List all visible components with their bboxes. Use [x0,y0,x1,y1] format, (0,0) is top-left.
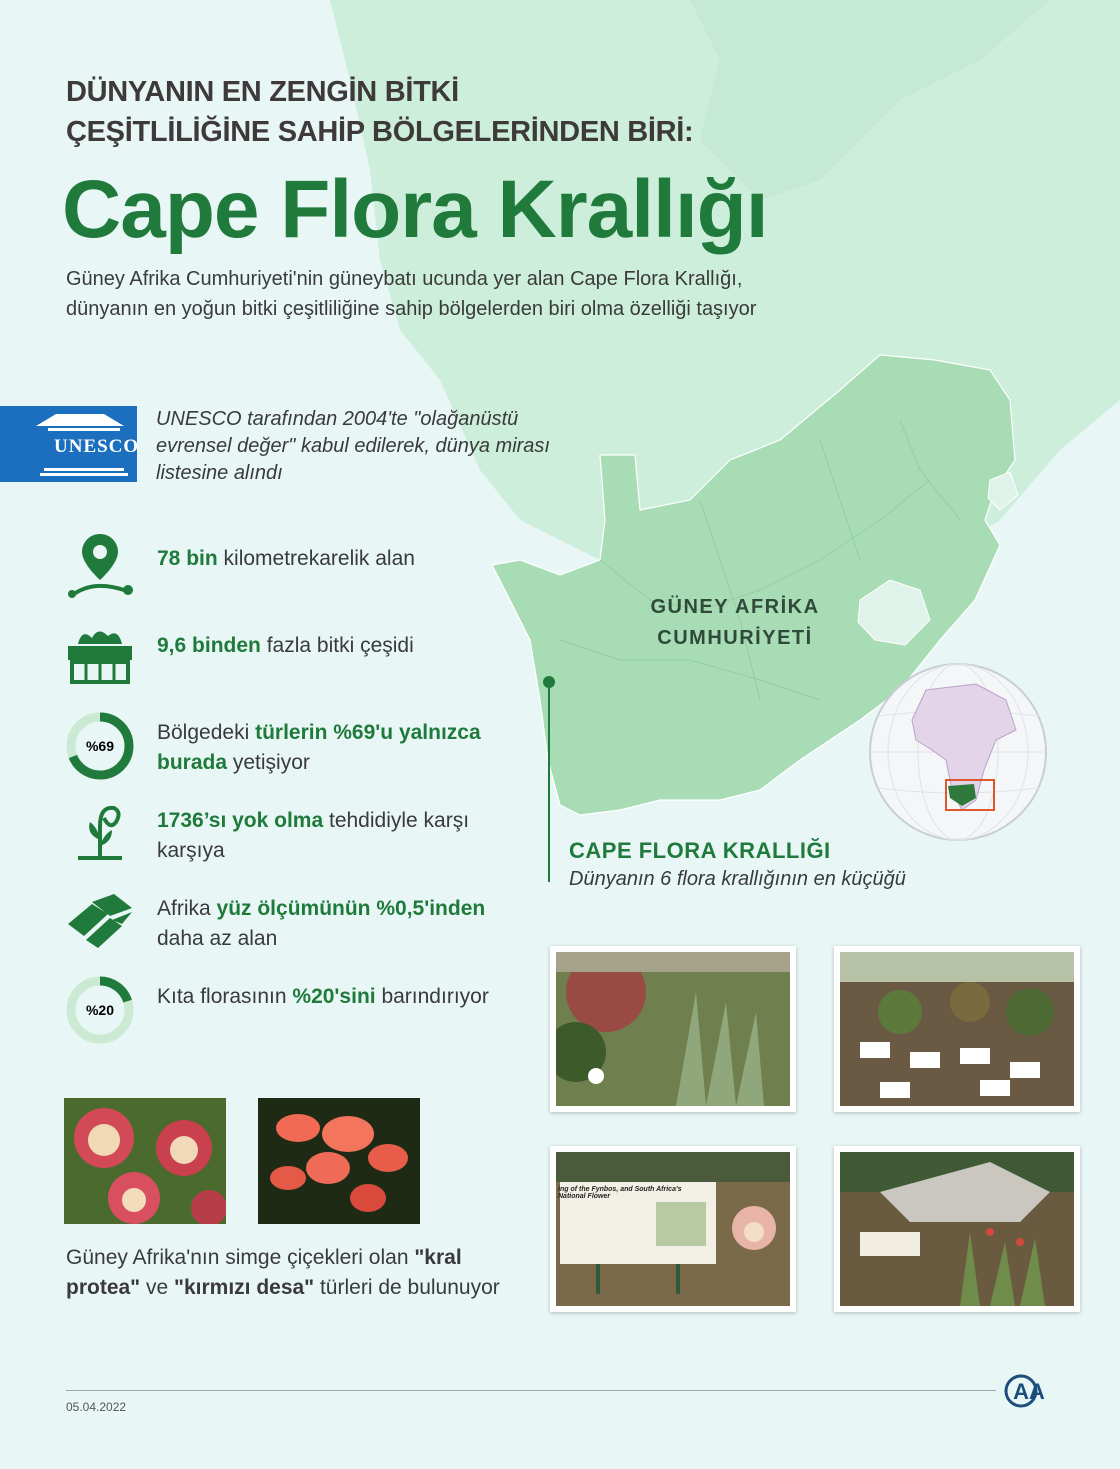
feature-land-pre: Afrika [157,897,217,920]
feature-species-bold: 9,6 binden [157,634,261,657]
feature-land-share [157,894,497,954]
wilting-plant-icon [64,796,136,868]
feature-endemic-text: yetişiyor [227,751,310,774]
feature-flora-text: barındırıyor [375,985,489,1008]
garden-photo-1 [550,946,796,1112]
lead-paragraph: Güney Afrika Cumhuriyeti'nin güneybatı ucunda yer alan Cape Flora Krallığı, dünyanın en yoğun bitki çeşitliliğine sahip bölgelerden biri olma özelliği taşıyor [66,268,757,320]
region-pointer-line [540,670,560,885]
ring-20-label: %20 [85,1002,115,1018]
unesco-text: UNESCO tarafından 2004'te "olağanüstü evrensel değer" kabul edilerek, dünya mirası listesine alındı [156,408,550,484]
feature-threat-text: tehdidiyle karşı karşıya [157,809,470,862]
ring-20-icon [64,974,136,1046]
kicker-heading [66,72,826,152]
ring-69-label: %69 [85,738,115,754]
feature-land-bold: yüz ölçümünün %0,5'inden [216,897,486,920]
king-protea-name: "kral protea" [66,1246,462,1299]
aa-logo-text: AA [1013,1379,1045,1404]
feature-area-text: kilometrekarelik alan [217,547,415,570]
feature-endemic [157,718,497,778]
red-disa-image [258,1098,420,1224]
feature-threat-bold: 1736’sı yok olma [157,809,324,832]
garden-photo-1-image [556,952,790,1106]
flowers-caption [66,1243,536,1303]
aa-logo-icon [1004,1374,1054,1408]
unesco-logo-text: UNESCO [54,436,140,457]
feature-flora-pre: Kıta florasının [157,985,293,1008]
locator-globe [866,660,1050,844]
unesco-logo [0,406,140,482]
feature-species-text: fazla bitki çeşidi [260,634,414,657]
feature-threat [157,806,497,866]
map-pin-route-icon [64,530,136,602]
ring-69-icon [64,710,136,782]
region-title: CAPE FLORA KRALLIĞI [569,838,831,863]
red-disa-name: "kırmızı desa" [174,1276,315,1299]
garden-photo-2 [834,946,1080,1112]
feature-species [157,631,497,661]
country-line-2: CUMHURİYETİ [657,627,813,649]
country-label [610,592,860,654]
kicker-line-2: ÇEŞİTLİLİĞİNE SAHİP BÖLGELERİNDEN BİRİ: [66,116,694,148]
footer-divider [66,1390,996,1391]
garden-photo-4 [834,1146,1080,1312]
garden-photo-2-image [840,952,1074,1106]
red-disa-photo [258,1098,420,1224]
feature-endemic-bold: türlerin %69'u yalnızca burada [157,721,481,774]
region-subtitle: Dünyanın 6 flora krallığının en küçüğü [569,868,906,890]
page-title: Cape Flora Krallığı [62,164,768,255]
fynbos-sign-text: ing of the Fynbos, and South Africa's National Flower [558,1186,682,1200]
king-protea-image [64,1098,226,1224]
feature-area-bold: 78 bin [157,547,218,570]
plant-baskets-icon [64,622,136,694]
feature-land-text: daha az alan [157,927,278,950]
feature-area [157,544,497,574]
feature-flora-share [157,982,497,1012]
feature-flora-bold: %20'sini [292,985,376,1008]
garden-photo-3-image [556,1152,790,1306]
flowers-caption-post: türleri de bulunuyor [314,1276,500,1299]
country-line-1: GÜNEY AFRİKA [650,596,820,618]
flowers-caption-mid: ve [140,1276,174,1299]
publish-date: 05.04.2022 [66,1400,127,1414]
kicker-line-1: DÜNYANIN EN ZENGİN BİTKİ [66,76,459,108]
flowers-caption-pre: Güney Afrika'nın simge çiçekleri olan [66,1246,415,1269]
feature-endemic-pre: Bölgedeki [157,721,256,744]
king-protea-photo [64,1098,226,1224]
garden-photo-4-image [840,1152,1074,1306]
garden-photo-3 [550,1146,796,1312]
folded-map-icon [64,886,136,958]
